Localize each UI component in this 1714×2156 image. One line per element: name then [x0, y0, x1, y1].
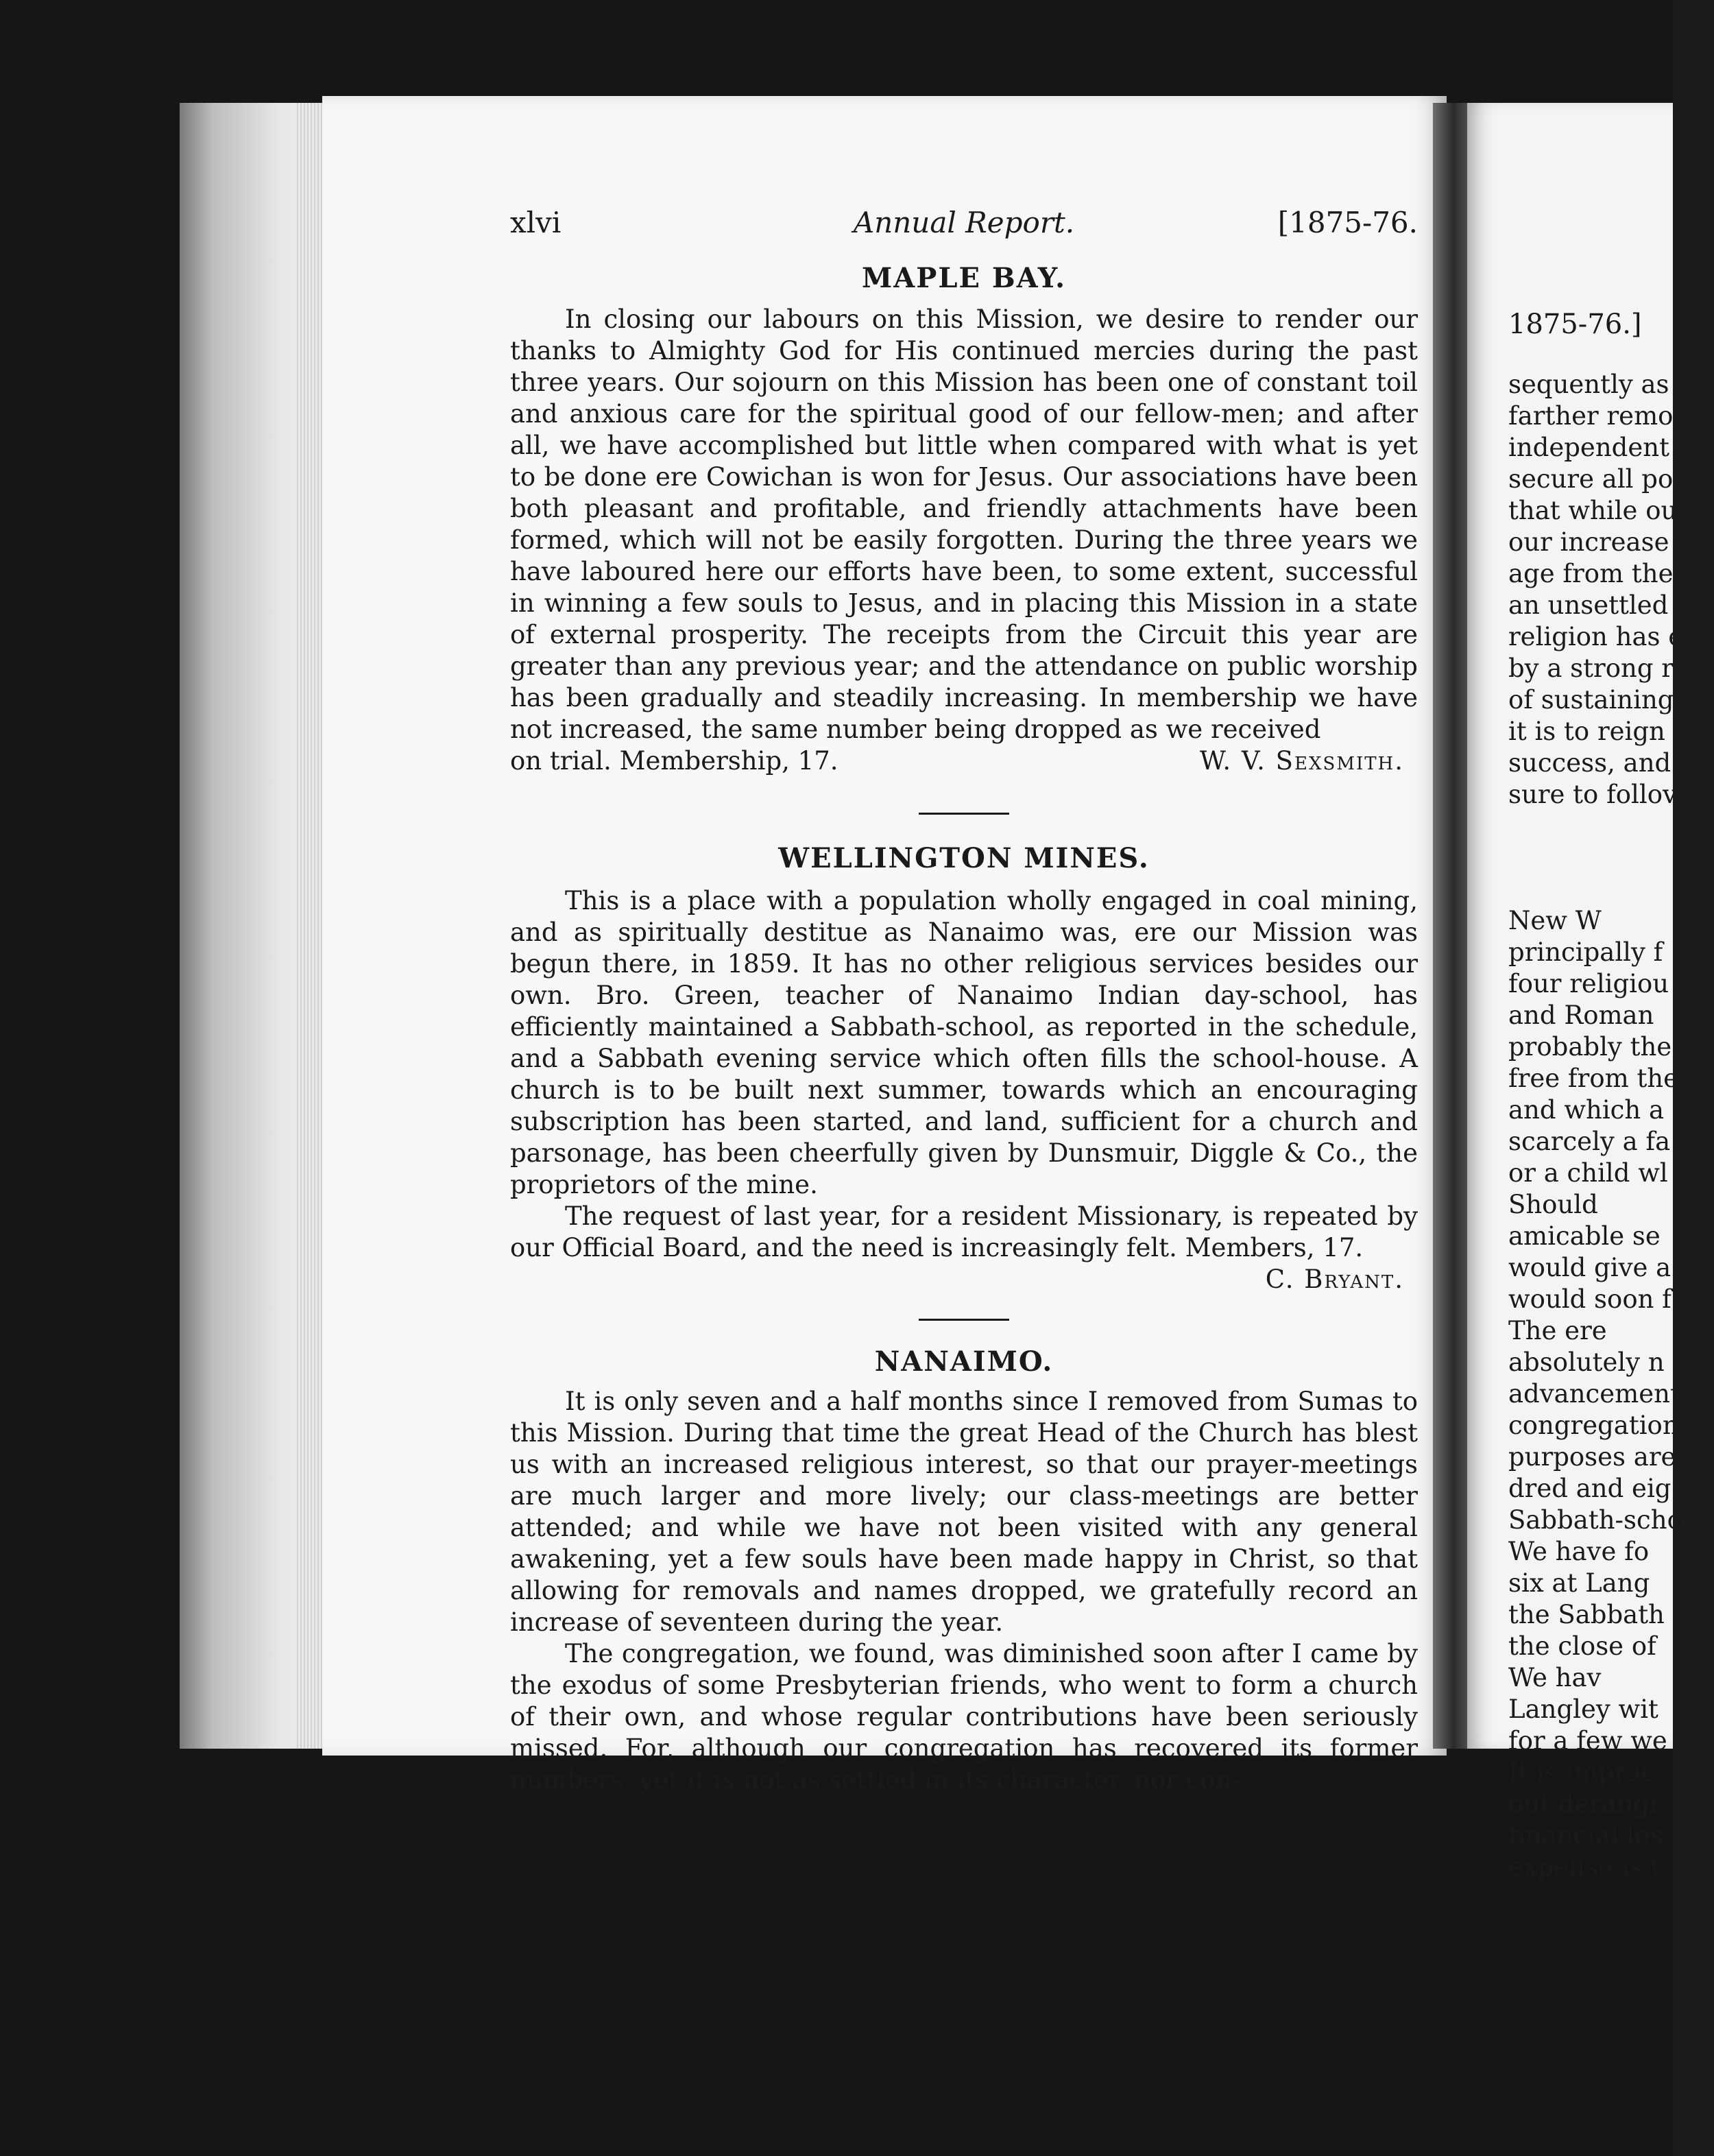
maple-bay-membership: on trial. Membership, 17.: [510, 746, 838, 776]
right-page-line: amicable se: [1508, 1221, 1661, 1251]
right-page-line: six at Lang: [1508, 1568, 1650, 1598]
right-page-line: independent: [1508, 433, 1669, 462]
page-number: xlvi: [510, 206, 562, 239]
wellington-paragraph-2: The request of last year, for a resident Missionary, is repeated by our Official Board, and the need is increasingly felt. Members, 17.: [510, 1201, 1418, 1262]
right-page-line: would soon f: [1508, 1284, 1671, 1314]
right-page-line: principally f: [1508, 937, 1663, 967]
nanaimo-paragraph-1: It is only seven and a half months since I removed from Sumas to this Mission. During that time the great Head of the Church has blest us with an increased religious interest, so that our prayer-meetings are much larger and more lively; our class-meetings are better attended; and while we have not been visited with any general awakening, yet a few souls have been made happy in Christ, so that allowing for removals and names dropped, we gratefully record an increase of seventeen during the year.: [510, 1387, 1418, 1637]
right-page-line: sure to follov: [1508, 780, 1677, 809]
right-page-line: success, and: [1508, 748, 1671, 778]
right-page-line: Should: [1508, 1190, 1598, 1219]
maple-bay-signature: W. V. Sexsmith.: [1199, 746, 1404, 776]
right-page-line: Langley wit: [1508, 1694, 1658, 1724]
right-page-line: or a child wl: [1508, 1158, 1668, 1188]
maple-bay-paragraph: In closing our labours on this Mission, we desire to render our thanks to Almighty God for His continued mercies during the past three years. Our sojourn on this Mission has been one of constant toil and anxious care for the spiritual good of our fellow-men; and after all, we have accomplished but little when compared with what is yet to be done ere Cowichan is won for Jesus. Our associations have been both pleasant and profitable, and friendly attachments have been formed, which will not be easily forgotten. During the three years we have laboured here our efforts have been, to some extent, successful in winning a few souls to Jesus, and in placing this Mission in a state of external prosperity. The receipts from the Circuit this year are greater than any previous year; and the attendance on public worship has been gradually and steadily increasing. In membership we have not increased, the same number being dropped as we received: [510, 304, 1418, 744]
right-page-line: advancement: [1508, 1379, 1680, 1409]
right-page-bottom-lines: [1508, 905, 1714, 1883]
section-heading-wellington-mines: WELLINGTON MINES.: [778, 842, 1150, 874]
right-page-line: dred and eig: [1508, 1474, 1671, 1503]
right-page-line: expense is t: [1508, 1852, 1661, 1882]
right-page-text: [1508, 309, 1714, 1883]
wellington-paragraph-1: This is a place with a population wholly engaged in coal mining, and as spiritually destitue as Nanaimo was, ere our Mission was begun there, in 1859. It has no other religious services besides our own. Bro. Green, teacher of Nanaimo Indian day-school, has efficiently maintained a Sabbath-school, as reported in the schedule, and a Sabbath evening service which often fills the school-house. A church is to be built next summer, towards which an encouraging subscription has been started, and land, sufficient for a church and parsonage, has been cheerfully given by Dunsmuir, Diggle & Co., the proprietors of the mine.: [510, 886, 1418, 1199]
running-head: [510, 206, 1418, 247]
right-page-line: religion has e: [1508, 622, 1684, 651]
right-page-line: and which a: [1508, 1095, 1665, 1125]
running-year: [1875-76.: [1277, 206, 1418, 239]
right-page-line: absolutely n: [1508, 1348, 1665, 1377]
right-page-line: New W: [1508, 906, 1602, 935]
right-page-line: four religiou: [1508, 969, 1669, 998]
right-page-line: probably the: [1508, 1032, 1672, 1062]
right-page-line: out derangi: [1508, 1789, 1658, 1819]
right-page-line: for a few we: [1508, 1726, 1667, 1756]
right-page-line: of sustaining: [1508, 685, 1674, 715]
left-page-text: [510, 206, 1418, 1796]
nanaimo-paragraph-2: The congregation, we found, was diminished soon after I came by the exodus of some Presbyterian friends, who went to form a church of their own, and whose regular contributions have been seriously missed. For, although our congregation has recovered its former numbers, yet it is not as settled in its character, nor con-: [510, 1639, 1418, 1795]
right-page-line: secure all po: [1508, 464, 1674, 494]
right-page-line: sequently as: [1508, 370, 1669, 399]
right-page-line: financial los: [1508, 1821, 1663, 1850]
right-page-line: that while ou: [1508, 496, 1678, 525]
right-page-line: free from the: [1508, 1064, 1679, 1093]
right-page-line: and Roman: [1508, 1001, 1654, 1030]
right-page-line: the close of: [1508, 1631, 1656, 1661]
running-title: Annual Report.: [853, 206, 1075, 239]
right-page-line: Sabbath-scho: [1508, 1505, 1682, 1535]
right-page-top-lines: [1508, 369, 1714, 811]
right-page-line: the Sabbath: [1508, 1600, 1665, 1629]
right-page-line: our increase: [1508, 527, 1669, 557]
section-heading-nanaimo: NANAIMO.: [874, 1345, 1054, 1378]
right-page-line: scarcely a fa: [1508, 1127, 1671, 1156]
right-page-line: farther remo: [1508, 401, 1674, 431]
right-page-line: it is to reign: [1508, 717, 1665, 746]
right-page-line: would give a: [1508, 1253, 1671, 1282]
right-page-line: purposes are: [1508, 1442, 1676, 1472]
right-page-line: We hav: [1508, 1663, 1602, 1692]
maple-bay-closing-line: [510, 745, 1418, 777]
right-page-line: an unsettled: [1508, 590, 1669, 620]
right-page-line: congregation: [1508, 1411, 1679, 1440]
wellington-signature: C. Bryant.: [1265, 1265, 1404, 1294]
right-page-line: The ere: [1508, 1316, 1607, 1345]
right-running-head: 1875-76.]: [1508, 309, 1642, 340]
right-page-line: age from the: [1508, 559, 1674, 588]
section-heading-maple-bay: MAPLE BAY.: [861, 262, 1067, 294]
right-page: [1467, 103, 1684, 1882]
right-page-line: We have fo: [1508, 1537, 1650, 1566]
right-page-line: by a strong r: [1508, 654, 1674, 683]
right-page-line: It is imprac: [1508, 1758, 1656, 1787]
